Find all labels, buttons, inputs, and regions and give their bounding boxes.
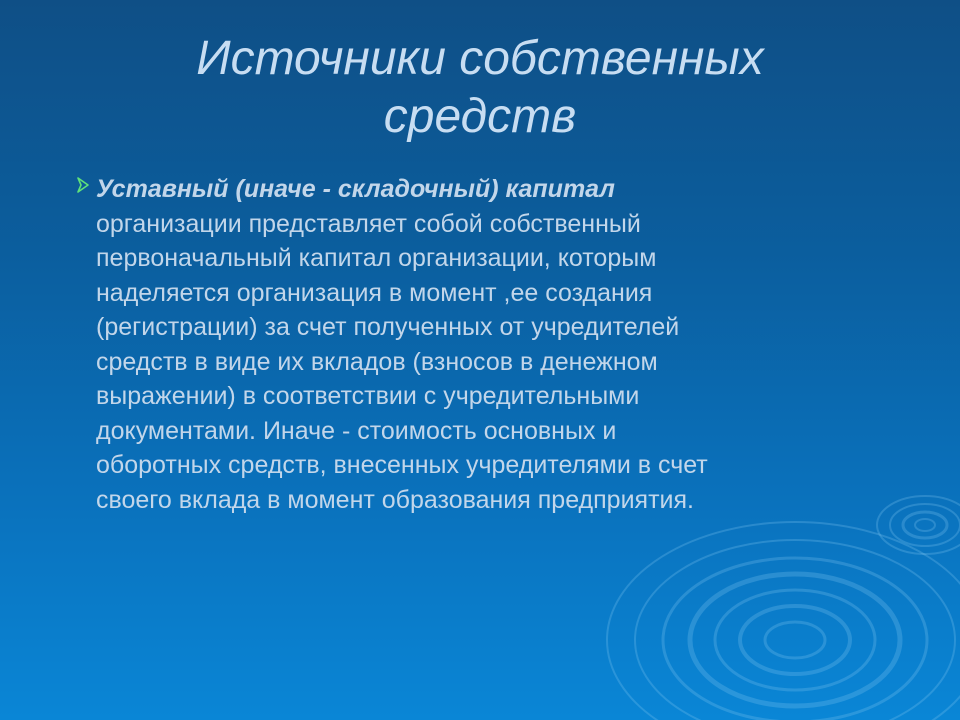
bullet-line-4: (регистрации) за счет полученных от учредителей [96,313,680,341]
bullet-line-6: выражении) в соответствии с учредительными [96,382,640,410]
bullet-item [84,172,904,517]
slide-title-line-2: средств [383,90,577,143]
bullet-lead-term: Уставный (иначе - складочный) капитал [96,175,615,203]
arrowhead-bullet-icon [76,176,90,194]
bullet-lead-line [96,172,904,207]
bullet-line-2: первоначальный капитал организации, которым [96,244,657,272]
bullet-text [96,172,904,517]
bullet-line-9: своего вклада в момент образования предприятия. [96,485,694,514]
bullet-line-1: организации представляет собой собственный [96,209,641,238]
bullet-line-7: документами. Иначе - стоимость основных и [96,416,617,445]
slide-title [80,30,880,146]
bullet-line-3: наделяется организация в момент ,ее создания [96,278,653,307]
slide-content [84,172,904,517]
slide-title-line-1: Источники собственных [196,32,764,85]
bullet-line-8: оборотных средств, внесенных учредителями в счет [96,451,708,479]
bullet-line-5: средств в виде их вкладов (взносов в денежном [96,347,658,376]
